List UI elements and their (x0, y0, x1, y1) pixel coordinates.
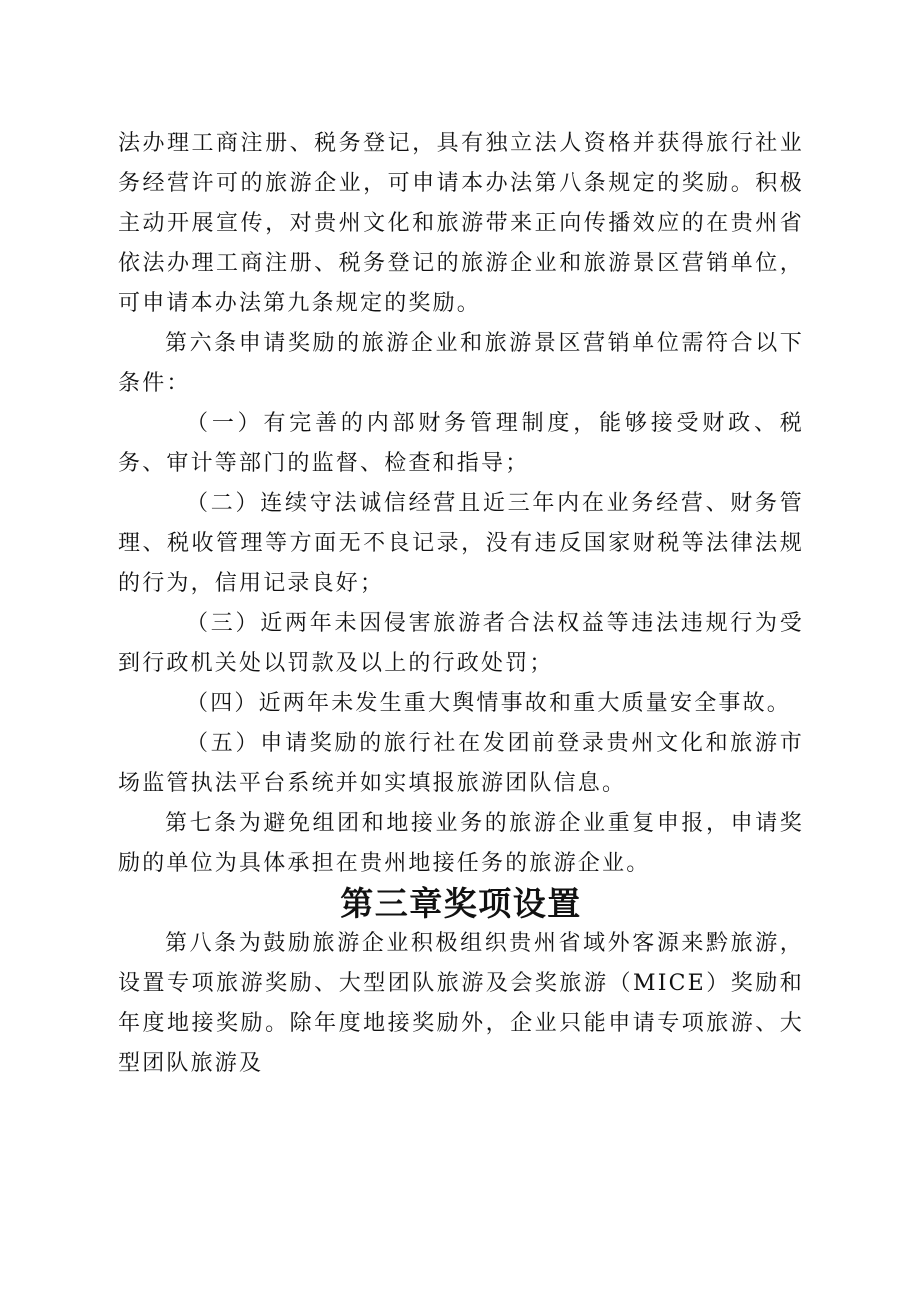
paragraph-article-6-item-3: （三）近两年未因侵害旅游者合法权益等违法违规行为受到行政机关处以罚款及以上的行政处罚； (118, 611, 804, 676)
chapter-3-heading: 第三章奖项设置 (340, 884, 582, 923)
paragraph-article-6-item-2: （二）连续守法诚信经营且近三年内在业务经营、财务管理、税收管理等方面无不良记录，没有违反国家财税等法律法规的行为，信用记录良好； (118, 491, 804, 596)
paragraph-article-8: 第八条为鼓励旅游企业积极组织贵州省域外客源来黔旅游，设置专项旅游奖励、大型团队旅游及会奖旅游（MICE）奖励和年度地接奖励。除年度地接奖励外，企业只能申请专项旅游、大型团队旅游及 (118, 931, 804, 1076)
paragraph-article-6-item-5: （五）申请奖励的旅行社在发团前登录贵州文化和旅游市场监管执法平台系统并如实填报旅游团队信息。 (118, 731, 804, 796)
paragraph-article-6-item-4: （四）近两年未发生重大舆情事故和重大质量安全事故。 (186, 691, 792, 716)
paragraph-article-6: 第六条申请奖励的旅游企业和旅游景区营销单位需符合以下条件： (118, 331, 804, 396)
document-body (118, 124, 804, 1084)
paragraph-article-6-item-1: （一）有完善的内部财务管理制度，能够接受财政、税务、审计等部门的监督、检查和指导； (118, 411, 804, 476)
paragraph-continued-eligibility: 法办理工商注册、税务登记，具有独立法人资格并获得旅行社业务经营许可的旅游企业，可申请本办法第八条规定的奖励。积极主动开展宣传，对贵州文化和旅游带来正向传播效应的在贵州省依法办理工商注册、税务登记的旅游企业和旅游景区营销单位，可申请本办法第九条规定的奖励。 (118, 131, 804, 316)
paragraph-article-7: 第七条为避免组团和地接业务的旅游企业重复申报，申请奖励的单位为具体承担在贵州地接任务的旅游企业。 (118, 811, 804, 876)
